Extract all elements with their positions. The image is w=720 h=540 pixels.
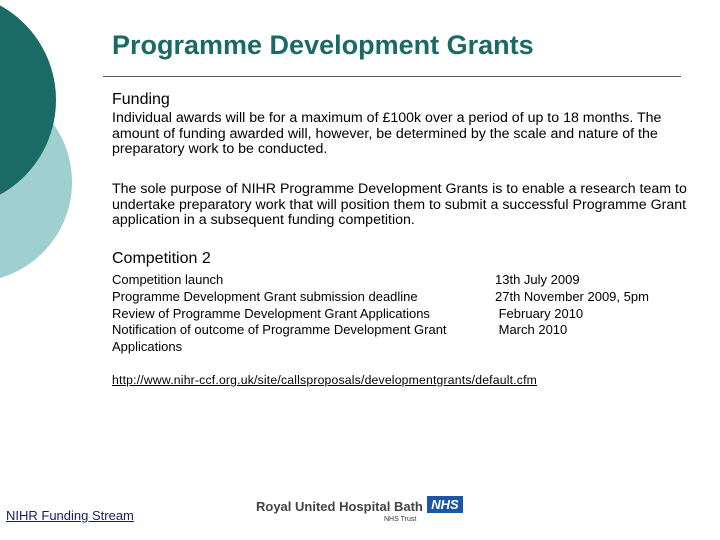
slide-title: Programme Development Grants: [112, 30, 534, 60]
timeline-row: [112, 322, 682, 356]
timeline-date: February 2010: [495, 305, 584, 321]
hospital-logo: [256, 494, 471, 530]
competition-timeline: [112, 272, 682, 356]
decorative-circles: [0, 0, 110, 300]
competition-heading: Competition 2: [112, 250, 211, 267]
timeline-date: 13th July 2009: [495, 272, 580, 287]
nihr-funding-stream-link[interactable]: NIHR Funding Stream: [6, 508, 134, 523]
timeline-date: 27th November 2009, 5pm: [495, 288, 649, 304]
timeline-row: [112, 306, 682, 323]
timeline-date: March 2010: [495, 322, 568, 338]
grants-url-link[interactable]: http://www.nihr-ccf.org.uk/site/callsproposals/developmentgrants/default.cfm: [112, 373, 538, 387]
title-divider: [103, 76, 681, 77]
timeline-row: [112, 272, 682, 289]
funding-paragraph-1: Individual awards will be for a maximum of £100k over a period of up to 18 months. The amount of funding awarded will, however, be determined by the scale and nature of the preparatory work to be conducted.: [112, 110, 662, 158]
timeline-label: Notification of outcome of Programme Development Grant Applications: [112, 322, 447, 355]
timeline-label: Competition launch: [112, 272, 224, 287]
funding-paragraph-2: The sole purpose of NIHR Programme Development Grants is to enable a research team to undertake preparatory work that will position them to submit a successful Programme Grant application in a subsequent funding competition.: [112, 181, 687, 229]
nhs-badge: NHS: [427, 496, 463, 513]
timeline-label: Programme Development Grant submission deadline: [112, 288, 418, 304]
timeline-label: Review of Programme Development Grant Applications: [112, 305, 430, 321]
hospital-name: Royal United Hospital Bath: [256, 499, 423, 514]
nhs-trust-label: NHS Trust: [384, 516, 417, 523]
timeline-row: [112, 289, 682, 306]
funding-heading: Funding: [112, 91, 170, 108]
